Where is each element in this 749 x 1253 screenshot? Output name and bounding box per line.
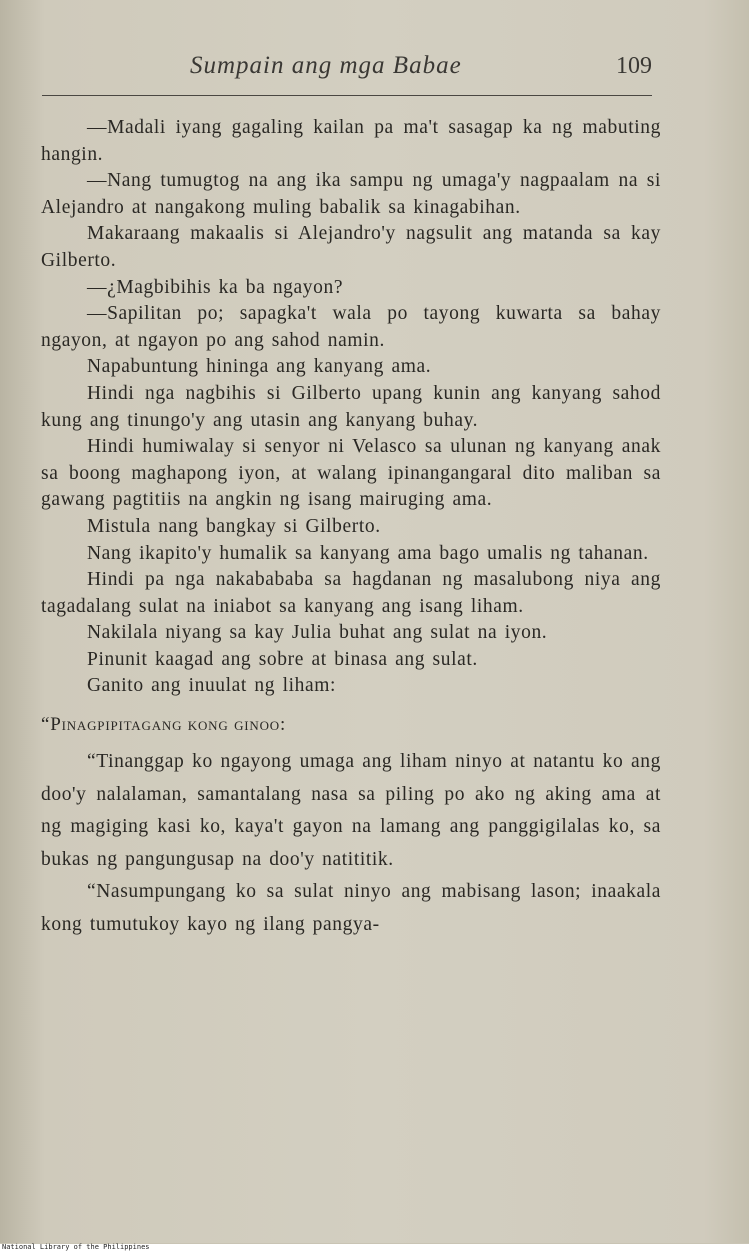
paragraph: Hindi nga nagbihis si Gilberto upang kunin ang kanyang sahod kung ang tinungo'y ang utasin ang kanyang buhay. <box>41 382 661 431</box>
scan-credit: National Library of the Philippines <box>2 1243 150 1251</box>
letter-paragraph: “Nasumpungang ko sa sulat ninyo ang mabisang lason; inaakala kong tumutukoy kayo ng ilang pangya- <box>41 881 661 935</box>
paragraph: Pinunit kaagad ang sobre at binasa ang sulat. <box>87 648 478 670</box>
paragraph: Mistula nang bangkay si Gilberto. <box>87 515 381 537</box>
letter-paragraph: “Tinanggap ko ngayong umaga ang liham ninyo at natantu ko ang doo'y nalalaman, samantalang nasa sa piling po ako ng aking ama at ng magiging kasi ko, kaya't gayon na lamang ang panggigilalas ko, sa bukas ng pangungusap na doo'y natititik. <box>41 751 661 870</box>
paragraph: —¿Magbibihis ka ba ngayon? <box>87 276 344 298</box>
paragraph: Nakilala niyang sa kay Julia buhat ang sulat na iyon. <box>87 622 548 644</box>
paragraph: —Nang tumugtog na ang ika sampu ng umaga'y nagpaalam na si Alejandro at nangakong muling babalik sa kinagabihan. <box>41 170 661 218</box>
paragraph: Hindi pa nga nakabababa sa hagdanan ng masalubong niya ang tagadalang sulat na iniabot sa kanyang ang isang liham. <box>41 569 661 617</box>
scan-footer <box>0 1244 749 1253</box>
paragraph: —Madali iyang gagaling kailan pa ma't sasagap ka ng mabuting hangin. <box>41 117 661 165</box>
letter-salutation: “Pinagpipitagang kong ginoo: <box>41 714 287 736</box>
paragraph: Makaraang makaalis si Alejandro'y nagsulit ang matanda sa kay Gilberto. <box>41 223 661 271</box>
paragraph: Nang ikapito'y humalik sa kanyang ama bago umalis ng tahanan. <box>87 542 649 564</box>
paragraph: —Sapilitan po; sapagka't wala po tayong kuwarta sa bahay ngayon, at ngayon po ang sahod namin. <box>41 303 661 351</box>
running-title: Sumpain ang mga Babae <box>190 52 462 79</box>
paragraph: Napabuntung hininga ang kanyang ama. <box>87 356 432 378</box>
paragraph: Ganito ang inuulat ng liham: <box>87 675 337 697</box>
header-rule <box>42 95 652 96</box>
page-number: 109 <box>616 53 652 79</box>
body-text <box>41 115 661 941</box>
letter <box>41 714 661 941</box>
page-header <box>40 52 660 88</box>
paragraph: Hindi humiwalay si senyor ni Velasco sa ulunan ng kanyang anak sa boong maghapong iyon, at walang ipinangangaral dito maliban sa gawang pagtitiis na angkin ng isang mairuging ama. <box>41 436 661 511</box>
